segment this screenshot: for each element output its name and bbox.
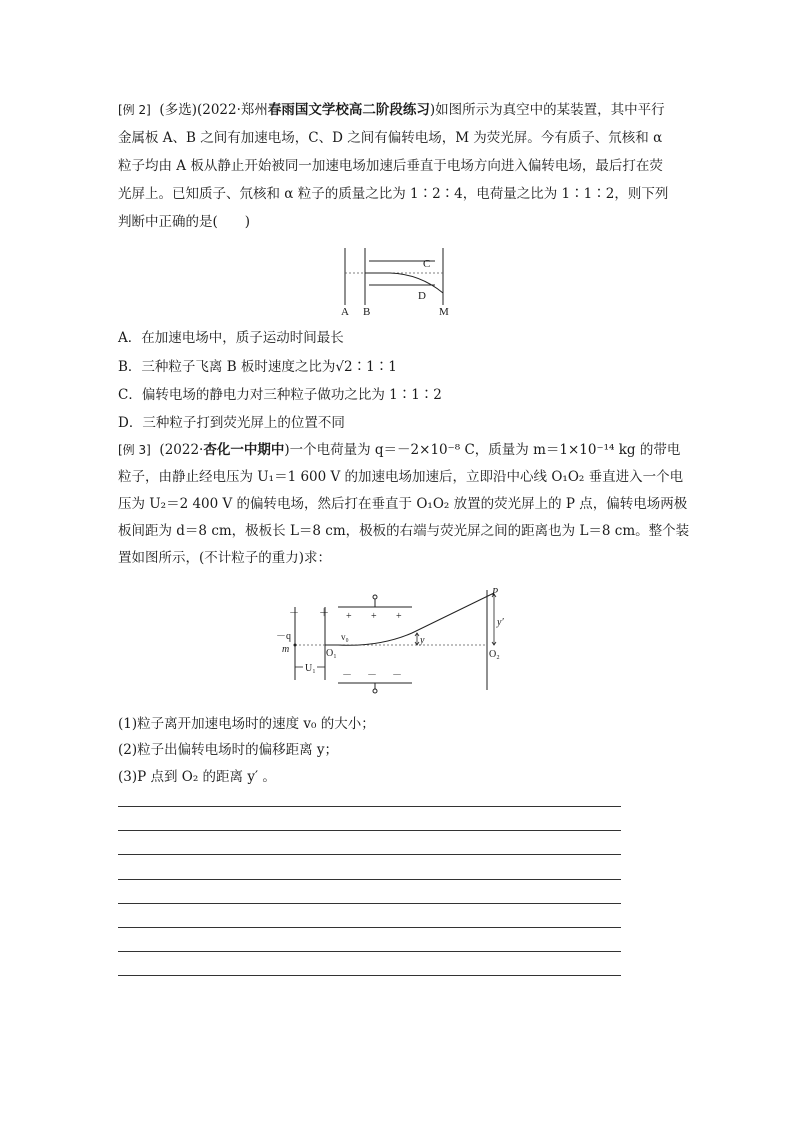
example-2-line-5: 判断中正确的是( ) [118, 214, 251, 230]
example-2-source-post: ) [429, 102, 436, 118]
label-v0: v₀ [341, 632, 349, 642]
example-3-text [118, 437, 690, 572]
example-2-line-4: 光屏上。已知质子、氘核和 α 粒子的质量之比为 1∶2∶4，电荷量之比为 1∶1∶2，则下列 [118, 186, 669, 202]
label-u1: U₁ [305, 663, 316, 674]
example-3-figure [270, 585, 520, 700]
example-2-line-1 [118, 96, 678, 124]
answer-line [118, 975, 621, 976]
top-plus-1: + [346, 611, 352, 622]
answer-line [118, 951, 621, 952]
option-d: D．三种粒子打到荧光屏上的位置不同 [118, 415, 345, 431]
answer-line [118, 854, 621, 855]
label-p: P [492, 587, 499, 598]
label-y-prime: y′ [497, 617, 504, 628]
particle-trajectory [365, 273, 443, 293]
example-2-tag: [例 2] [118, 103, 151, 117]
example-2-type: (多选) [159, 102, 197, 118]
example-3-line-3: 压为 U₂＝2 400 V 的偏转电场，然后打在垂直于 O₁O₂ 放置的荧光屏上的 P 点，偏转电场两极 [118, 496, 688, 512]
example-3-source-school: 杏化一中期中 [203, 442, 285, 458]
option-c: C．偏转电场的静电力对三种粒子做功之比为 1∶1∶2 [118, 387, 442, 403]
label-o2: O₂ [489, 649, 500, 660]
label-m: m [282, 644, 290, 655]
option-b: B．三种粒子飞离 B 板时速度之比为√2∶1∶1 [118, 359, 397, 375]
answer-line [118, 927, 621, 928]
label-b: B [363, 306, 371, 318]
label-a: A [341, 306, 349, 318]
top-plus-2: + [371, 611, 377, 622]
accel-plus: ＋ [319, 608, 329, 619]
example-2-figure [335, 243, 465, 318]
option-a: A．在加速电场中，质子运动时间最长 [118, 330, 344, 346]
example-3-source-post: ) [284, 442, 290, 458]
example-2-text [118, 96, 678, 236]
bottom-terminal [373, 689, 377, 693]
particle [294, 644, 297, 647]
particle-trajectory [338, 593, 494, 645]
answer-line [118, 903, 621, 904]
bottom-minus-3: － [392, 670, 402, 681]
example-2-line-1-rest: 如图所示为真空中的某装置，其中平行 [435, 102, 665, 118]
bottom-minus-1: － [342, 670, 352, 681]
top-plus-3: + [396, 611, 402, 622]
example-3-source-pre: (2022· [159, 442, 204, 458]
accel-minus: － [289, 608, 299, 619]
question-2: (2)粒子出偏转电场时的偏移距离 y； [118, 742, 339, 758]
answer-line [118, 879, 621, 880]
example-3-line-1-rest: 一个电荷量为 q＝－2×10⁻⁸ C，质量为 m＝1×10⁻¹⁴ kg 的带电 [289, 442, 681, 458]
example-3-line-1 [118, 437, 681, 464]
example-3-line-5: 置如图所示，(不计粒子的重力)求： [118, 550, 332, 566]
label-y: y [420, 635, 425, 646]
top-terminal [373, 595, 377, 599]
example-3-line-2: 粒子，由静止经电压为 U₁＝1 600 V 的加速电场加速后，立即沿中心线 O₁O₂ 垂直进入一个电 [118, 469, 684, 485]
example-3-tag: [例 3] [118, 443, 151, 457]
label-o1: O₁ [326, 648, 337, 659]
example-2-line-3: 粒子均由 A 板从静止开始被同一加速电场加速后垂直于电场方向进入偏转电场，最后打在荧 [118, 158, 663, 174]
label-d: D [418, 290, 426, 302]
bottom-minus-2: － [367, 670, 377, 681]
example-2-source-pre: (2022·郑州 [196, 102, 268, 118]
question-1: (1)粒子离开加速电场时的速度 v₀ 的大小； [118, 716, 375, 732]
example-3-line-4: 板间距为 d＝8 cm，极板长 L＝8 cm，极板的右端与荧光屏之间的距离也为 L＝8 cm。整个装 [118, 523, 690, 539]
label-q: －q [276, 631, 291, 642]
answer-line [118, 830, 621, 831]
label-c: C [423, 258, 431, 270]
label-m: M [439, 306, 449, 318]
example-2-source-school: 春雨国文学校高二阶段练习 [267, 102, 430, 118]
question-3: (3)P 点到 O₂ 的距离 y′ 。 [118, 769, 276, 785]
answer-line [118, 806, 621, 807]
example-2-line-2: 金属板 A、B 之间有加速电场，C、D 之间有偏转电场，M 为荧光屏。今有质子、氘核和 α [118, 130, 663, 146]
